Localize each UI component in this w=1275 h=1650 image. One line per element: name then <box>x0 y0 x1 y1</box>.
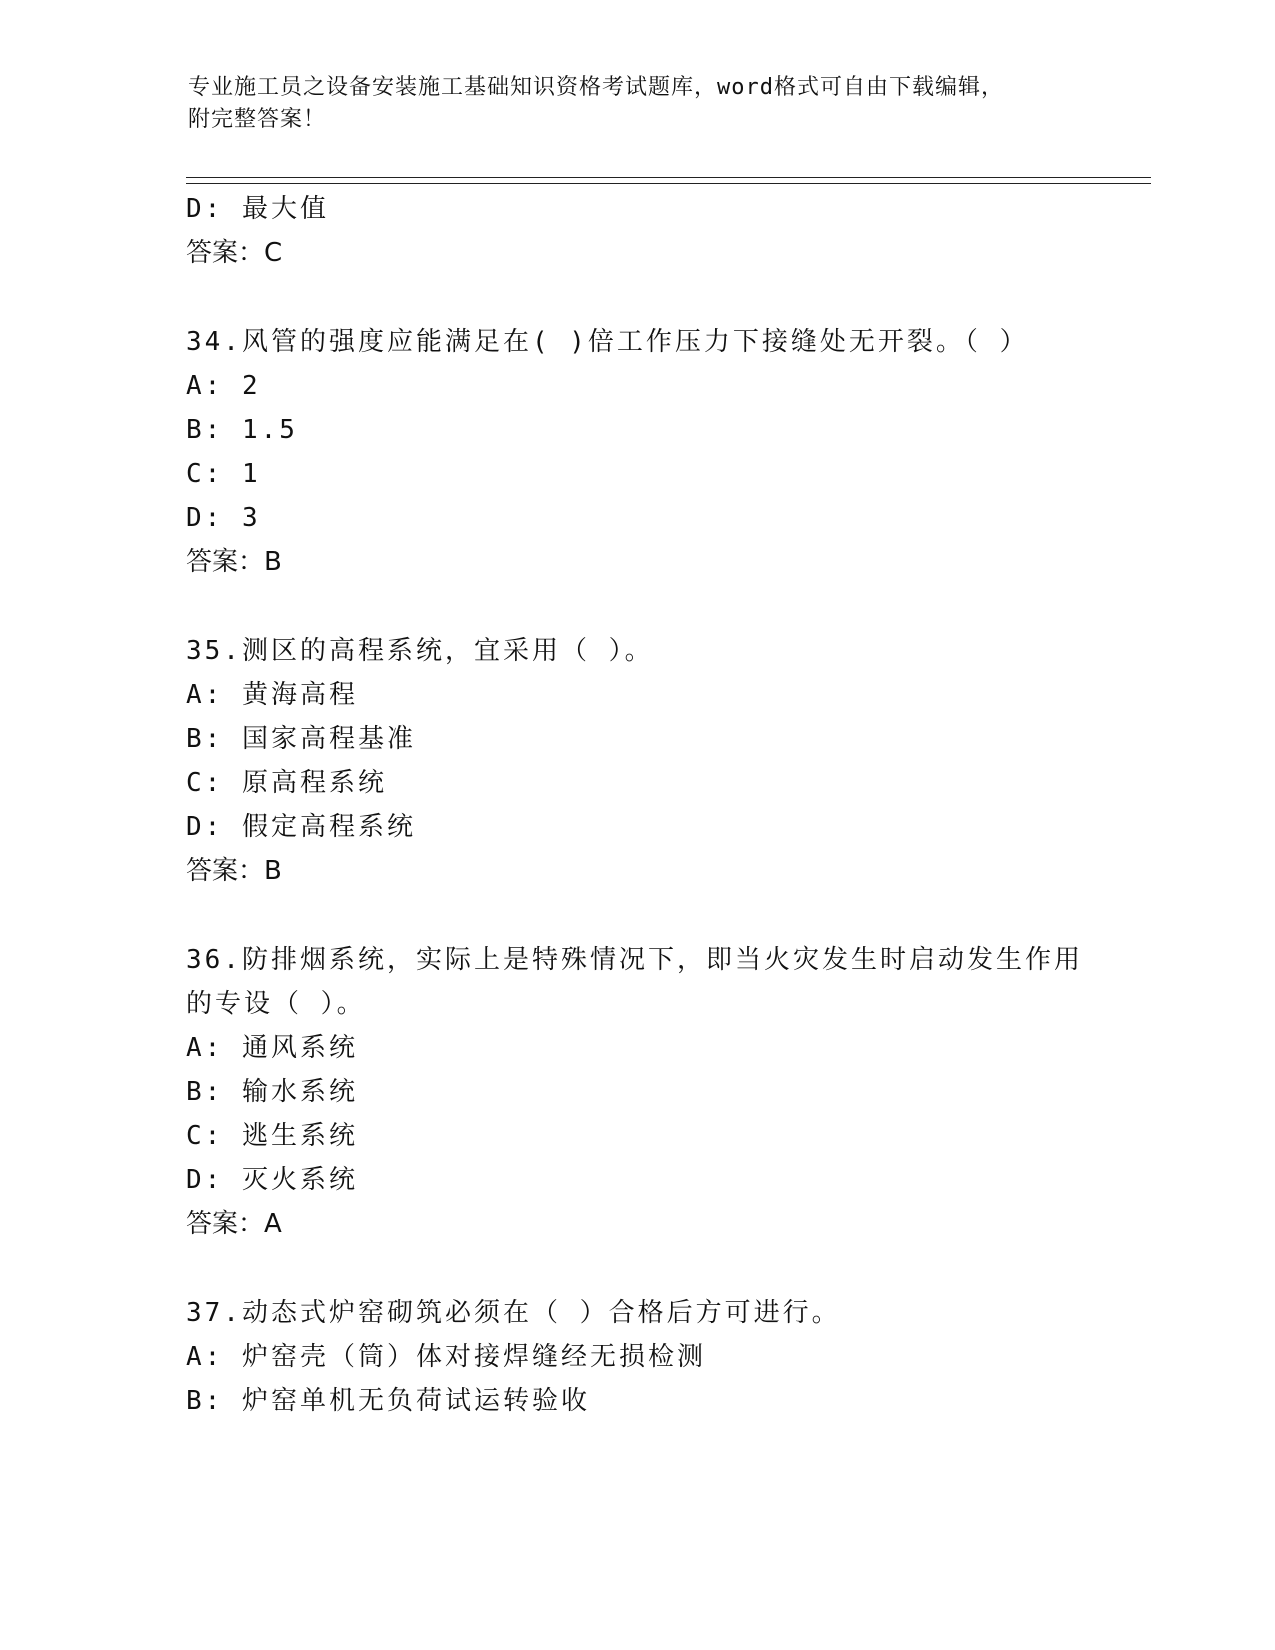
document-header <box>188 72 1088 136</box>
option-d: D: 最大值 <box>186 194 329 224</box>
question-stem-line-2: 的专设（ ）。 <box>186 989 366 1019</box>
answer-line <box>186 545 282 579</box>
option-c: C: 逃生系统 <box>186 1121 358 1151</box>
option-d: D: 灭火系统 <box>186 1165 358 1195</box>
option-a: A: 2 <box>186 371 261 401</box>
answer-line <box>186 854 282 888</box>
answer-value: C <box>264 238 283 268</box>
answer-line <box>186 1207 282 1241</box>
option-b: B: 国家高程基准 <box>186 724 416 754</box>
answer-label: 答案： <box>186 1209 265 1239</box>
option-a: A: 炉窑壳（筒）体对接焊缝经无损检测 <box>186 1342 706 1372</box>
option-d: D: 假定高程系统 <box>186 812 416 842</box>
question-stem-line-1: 36.防排烟系统，实际上是特殊情况下，即当火灾发生时启动发生作用 <box>186 945 1083 975</box>
question-stem: 37.动态式炉窑砌筑必须在（ ）合格后方可进行。 <box>186 1298 841 1328</box>
answer-label: 答案： <box>186 547 265 577</box>
question-stem: 34.风管的强度应能满足在( )倍工作压力下接缝处无开裂。（ ） <box>186 327 1029 357</box>
option-a: A: 通风系统 <box>186 1033 358 1063</box>
answer-value: B <box>264 547 282 577</box>
answer-label: 答案： <box>186 238 265 268</box>
option-c: C: 1 <box>186 459 261 489</box>
option-b: B: 输水系统 <box>186 1077 358 1107</box>
option-b: B: 1.5 <box>186 415 298 445</box>
answer-value: A <box>264 1209 282 1239</box>
header-divider-bottom <box>186 183 1151 184</box>
header-divider-top <box>186 177 1151 178</box>
answer-label: 答案： <box>186 856 265 886</box>
answer-line <box>186 236 282 270</box>
question-stem: 35.测区的高程系统，宜采用（ ）。 <box>186 636 654 666</box>
answer-value: B <box>264 856 282 886</box>
header-line-2: 附完整答案！ <box>188 107 327 132</box>
option-c: C: 原高程系统 <box>186 768 387 798</box>
option-d: D: 3 <box>186 503 261 533</box>
header-line-1: 专业施工员之设备安装施工基础知识资格考试题库，word格式可自由下载编辑， <box>188 75 1004 100</box>
option-b: B: 炉窑单机无负荷试运转验收 <box>186 1386 590 1416</box>
option-a: A: 黄海高程 <box>186 680 358 710</box>
